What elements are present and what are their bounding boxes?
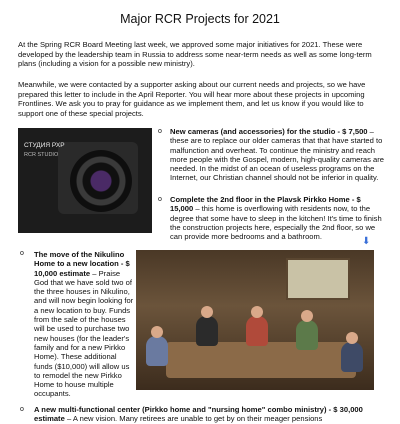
dining-table (166, 342, 356, 378)
person-head (301, 310, 313, 322)
person-head (201, 306, 213, 318)
person-head (251, 306, 263, 318)
bullet-nikulino-heading: The move of the Nikulino Home to a new location - $ 10,000 estimate (34, 250, 130, 278)
page-title: Major RCR Projects for 2021 (120, 12, 280, 26)
camera-photo (18, 128, 152, 233)
person (296, 320, 318, 350)
intro-paragraph-1: At the Spring RCR Board Meeting last week, we approved some major initiatives for 2021. These were developed by the leadership team in Russia to address some near-term needs as well as some long-term plans (including a vision for a possible new ministry). (18, 40, 372, 69)
person (341, 342, 363, 372)
bullet-center-text: – A new vision. Many retirees are unable to get by on their meager pensions (64, 414, 323, 424)
person (196, 316, 218, 346)
bullet-nikulino-text: – Praise God that we have sold two of the three houses in Nikulino, and will now begin looking for a new location to buy. Funds from the sale of the houses will be used to purchase two new houses (for the leader's family and for a new Pirkko Home). These additional funds ($10,000) will allow us to remodel the new Pirkko Home to house multiple occupants. (34, 268, 134, 399)
bullet-marker: o (158, 196, 162, 203)
studio-label-ru: СТУДИЯ РХР (24, 142, 65, 149)
bullet-center (34, 405, 384, 424)
bullet-center-heading: A new multi-functional center (Pirkko home and "nursing home" combo ministry) - $ 30,000 estimate (34, 405, 363, 424)
bullet-plavsk-heading: Complete the 2nd floor in the Plavsk Pirkko Home - $ 15,000 (170, 195, 361, 214)
person (146, 336, 168, 366)
person-head (151, 326, 163, 338)
dining-room-photo (136, 250, 374, 390)
bullet-marker: o (20, 250, 24, 257)
studio-label-en: RCR STUDIO (24, 152, 59, 158)
intro-paragraph-2: Meanwhile, we were contacted by a supporter asking about our current needs and projects, so we have prepared this letter to include in the April Reporter. You will hear more about these projects in upcoming Frontlines. We ask you to pray for guidance as we implement them, and let us know if you would like to support one of these special projects. (18, 80, 366, 118)
down-arrow-icon: ⬇ (362, 236, 371, 247)
person-head (346, 332, 358, 344)
bullet-marker: o (20, 406, 24, 413)
bullet-marker: o (158, 128, 162, 135)
room-window (286, 258, 350, 300)
bullet-cameras (170, 127, 384, 183)
bullet-plavsk (170, 195, 382, 241)
bullet-nikulino (34, 250, 134, 399)
bullet-cameras-text: – these are to replace our older cameras that that have started to malfunction and overheat. To continue the ministry and reach more people with the Gospel, modern, high-quality cameras are needed. In the midst of an ocean of useless programs on the Internet, our Christian channel should not be inferior in quality. (170, 127, 385, 183)
camera-lens (70, 150, 132, 212)
person (246, 316, 268, 346)
bullet-plavsk-text: – this home is overflowing with residents now, to the degree that some have to sleep in the kitchen! It's time to finish the construction projects here, especially the 2nd floor, so we can provide more bedrooms and a bathroom. (170, 204, 382, 242)
bullet-cameras-heading: New cameras (and accessories) for the studio - $ 7,500 (170, 127, 368, 136)
